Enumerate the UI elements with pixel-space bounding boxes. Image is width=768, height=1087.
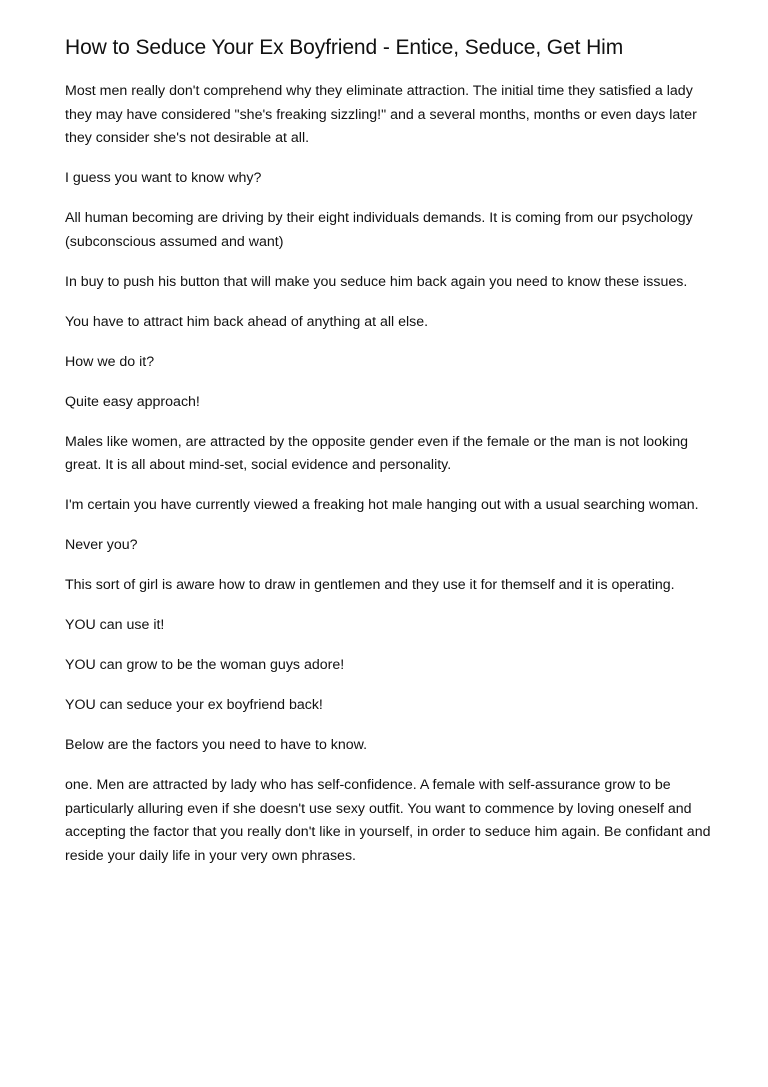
paragraph-10: Never you? [65,537,138,553]
paragraph-8: Males like women, are attracted by the opposite gender even if the female or the man is not looking great. It is all about mind-set, social evidence and personality. [65,433,689,473]
document-title: How to Seduce Your Ex Boyfriend - Entice, Seduce, Get Him [65,36,624,59]
paragraph-16: one. Men are attracted by lady who has self-confidence. A female with self-assurance grow to be particularly alluring even if she doesn't use sexy outfit. You want to commence by loving oneself and accepting the factor that you really don't like in yourself, in order to seduce him again. Be confidant and reside your daily life in your very own phrases. [65,777,711,864]
paragraph-12: YOU can use it! [65,617,165,633]
paragraph-6: How we do it? [65,353,155,370]
paragraph-5: You have to attract him back ahead of anything at all else. [65,313,429,330]
paragraph-14: YOU can seduce your ex boyfriend back! [65,697,323,713]
paragraph-3: All human becoming are driving by their eight individuals demands. It is coming from our psychology (subconscious assumed and want) [65,210,693,250]
paragraph-1: Most men really don't comprehend why they eliminate attraction. The initial time they satisfied a lady they may have considered "she's freaking sizzling!" and a several months, months or even days later they consider she's not desirable at all. [65,83,697,146]
paragraph-13: YOU can grow to be the woman guys adore! [65,657,345,673]
paragraph-4: In buy to push his button that will make you seduce him back again you need to know these issues. [65,273,688,290]
paragraph-15: Below are the factors you need to have to know. [65,737,368,753]
paragraph-9: I'm certain you have currently viewed a freaking hot male hanging out with a usual searching woman. [65,497,699,513]
paragraph-7: Quite easy approach! [65,393,200,410]
paragraph-2: I guess you want to know why? [65,170,262,186]
paragraph-11: This sort of girl is aware how to draw in gentlemen and they use it for themself and it is operating. [65,577,675,593]
